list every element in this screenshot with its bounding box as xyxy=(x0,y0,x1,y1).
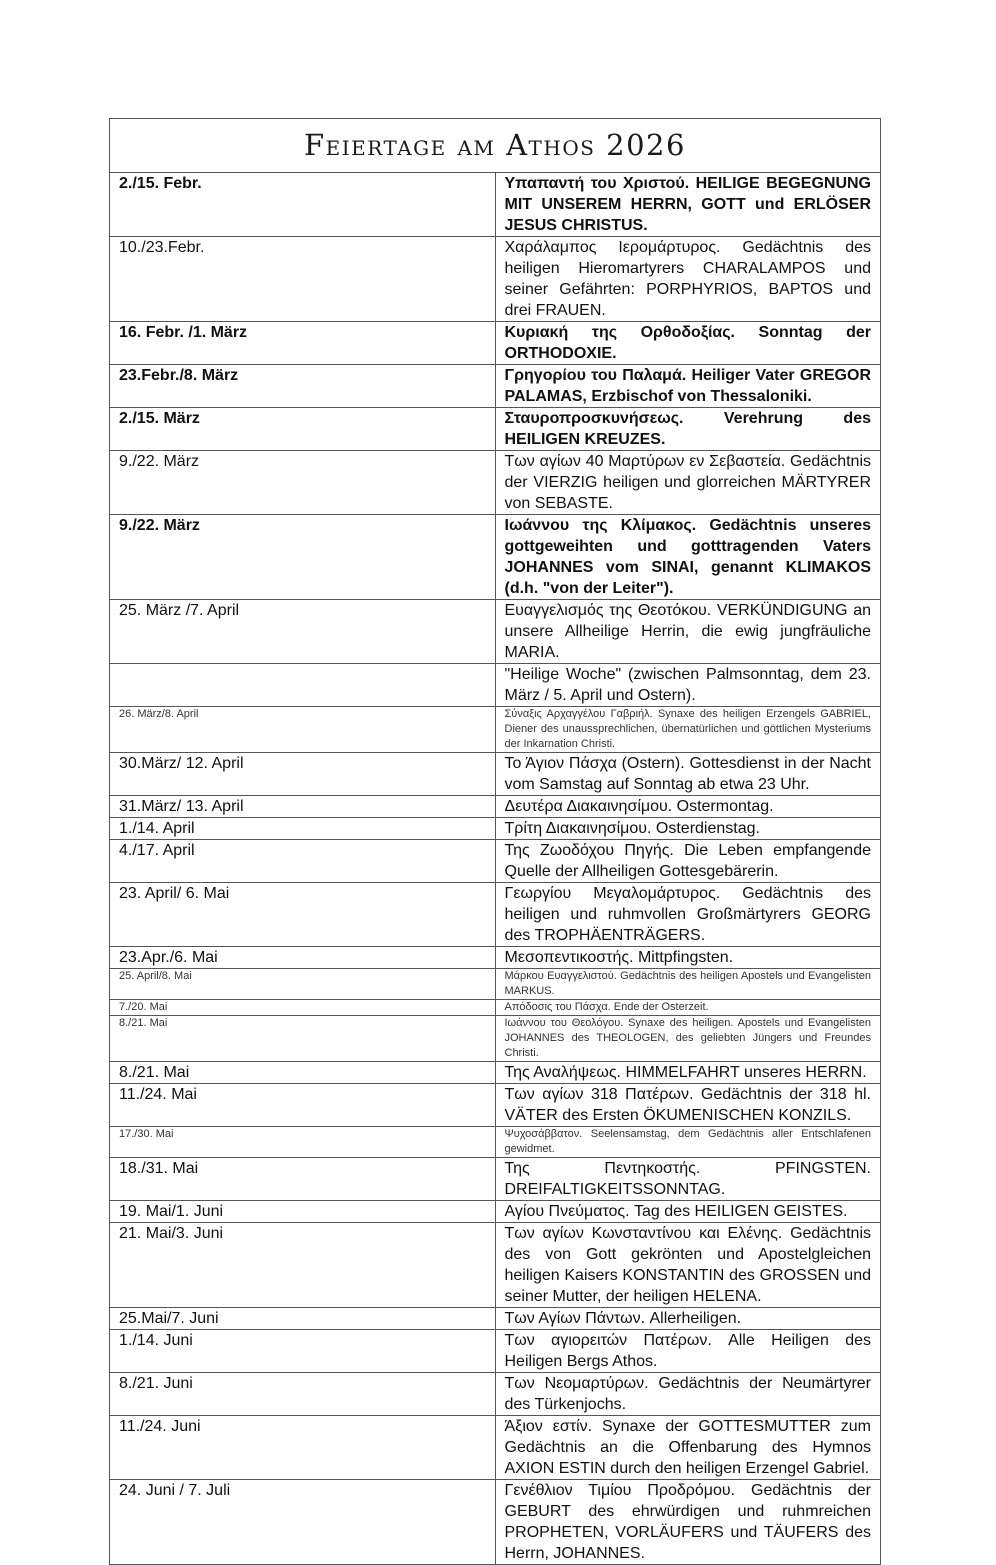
table-row xyxy=(110,1223,881,1308)
feast-description: Της Ζωοδόχου Πηγής. Die Leben empfangende Quelle der Allheiligen Gottesgebärerin. xyxy=(495,840,881,883)
table-row xyxy=(110,451,881,515)
table-row xyxy=(110,796,881,818)
feast-description: Απόδοσις του Πάσχα. Ende der Osterzeit. xyxy=(495,1000,881,1016)
feast-description: Υπαπαντή του Χριστού. HEILIGE BEGEGNUNG MIT UNSEREM HERRN, GOTT und ERLÖSER JESUS CHRISTUS. xyxy=(495,173,881,237)
table-row xyxy=(110,947,881,969)
feast-date: 2./15. März xyxy=(110,408,496,451)
table-row xyxy=(110,1127,881,1158)
feast-description: Γρηγορίου του Παλαμά. Heiliger Vater GREGOR PALAMAS, Erzbischof von Thessaloniki. xyxy=(495,365,881,408)
feast-description: Των Αγίων Πάντων. Allerheiligen. xyxy=(495,1308,881,1330)
table-row xyxy=(110,818,881,840)
table-row xyxy=(110,753,881,796)
feast-date: 23.Febr./8. März xyxy=(110,365,496,408)
feast-description: Γεωργίου Μεγαλομάρτυρος. Gedächtnis des heiligen und ruhmvollen Großmärtyrers GEORG des TROPHÄENTRÄGERS. xyxy=(495,883,881,947)
feast-date: 19. Mai/1. Juni xyxy=(110,1201,496,1223)
feast-description: Σύναξις Αρχαγγέλου Γαβριήλ. Synaxe des heiligen Erzengels GABRIEL, Diener des unaussprechlichen, übernatürlichen und göttlichen Mysteriums der Inkarnation Christi. xyxy=(495,707,881,753)
feast-description: Της Αναλήψεως. HIMMELFAHRT unseres HERRN. xyxy=(495,1062,881,1084)
title-row xyxy=(110,119,881,173)
table-row xyxy=(110,1308,881,1330)
feast-description: Μάρκου Ευαγγελιστού. Gedächtnis des heiligen Apostels und Evangelisten MARKUS. xyxy=(495,969,881,1000)
table-row xyxy=(110,840,881,883)
feast-date: 2./15. Febr. xyxy=(110,173,496,237)
feast-date: 17./30. Mai xyxy=(110,1127,496,1158)
document-title: Feiertage am Athos 2026 xyxy=(110,119,881,173)
feast-description: Των αγίων 318 Πατέρων. Gedächtnis der 318 hl. VÄTER des Ersten ÖKUMENISCHEN KONZILS. xyxy=(495,1084,881,1127)
feast-date: 30.März/ 12. April xyxy=(110,753,496,796)
feast-date: 11./24. Mai xyxy=(110,1084,496,1127)
table-row xyxy=(110,237,881,322)
feast-description: Ιωάννου της Κλίμακος. Gedächtnis unseres gottgeweihten und gotttragenden Vaters JOHANNES vom SINAI, genannt KLIMAKOS (d.h. "von der Leiter"). xyxy=(495,515,881,600)
feast-description: Της Πεντηκοστής. PFINGSTEN. DREIFALTIGKEITSSONNTAG. xyxy=(495,1158,881,1201)
feast-description: Σταυροπροσκυνήσεως. Verehrung des HEILIGEN KREUZES. xyxy=(495,408,881,451)
feast-date: 8./21. Juni xyxy=(110,1373,496,1416)
feast-table-body xyxy=(110,119,881,1565)
feast-description: Των Νεομαρτύρων. Gedächtnis der Neumärtyrer des Türkenjochs. xyxy=(495,1373,881,1416)
feast-date: 25. April/8. Mai xyxy=(110,969,496,1000)
feast-date: 23. April/ 6. Mai xyxy=(110,883,496,947)
table-row xyxy=(110,1158,881,1201)
table-row xyxy=(110,1480,881,1565)
table-row xyxy=(110,1084,881,1127)
feast-date: 1./14. Juni xyxy=(110,1330,496,1373)
feast-description: "Heilige Woche" (zwischen Palmsonntag, dem 23. März / 5. April und Ostern). xyxy=(495,664,881,707)
feast-description: Κυριακή της Ορθοδοξίας. Sonntag der ORTHODOXIE. xyxy=(495,322,881,365)
feast-date xyxy=(110,664,496,707)
feast-table xyxy=(109,118,881,1565)
table-row xyxy=(110,1416,881,1480)
table-row xyxy=(110,600,881,664)
feast-date: 8./21. Mai xyxy=(110,1062,496,1084)
table-row xyxy=(110,365,881,408)
feast-date: 9./22. März xyxy=(110,515,496,600)
feast-date: 7./20. Mai xyxy=(110,1000,496,1016)
table-row xyxy=(110,1000,881,1016)
table-row xyxy=(110,1062,881,1084)
feast-description: Ιωάννου του Θεολόγου. Synaxe des heiligen. Apostels und Evangelisten JOHANNES des THEOLOGEN, des geliebten Jüngers und Freundes Christi. xyxy=(495,1016,881,1062)
feast-date: 26. März/8. April xyxy=(110,707,496,753)
feast-description: Αγίου Πνεύματος. Tag des HEILIGEN GEISTES. xyxy=(495,1201,881,1223)
feast-description: Το Άγιον Πάσχα (Ostern). Gottesdienst in der Nacht vom Samstag auf Sonntag ab etwa 23 Uhr. xyxy=(495,753,881,796)
feast-date: 11./24. Juni xyxy=(110,1416,496,1480)
feast-date: 25.Mai/7. Juni xyxy=(110,1308,496,1330)
table-row xyxy=(110,1373,881,1416)
feast-date: 23.Apr./6. Mai xyxy=(110,947,496,969)
feast-description: Ψυχοσάββατον. Seelensamstag, dem Gedächtnis aller Entschlafenen gewidmet. xyxy=(495,1127,881,1158)
feast-date: 25. März /7. April xyxy=(110,600,496,664)
table-row xyxy=(110,173,881,237)
table-row xyxy=(110,1330,881,1373)
feast-date: 24. Juni / 7. Juli xyxy=(110,1480,496,1565)
feast-date: 8./21. Mai xyxy=(110,1016,496,1062)
feast-description: Γενέθλιον Τιμίου Προδρόμου. Gedächtnis der GEBURT des ehrwürdigen und ruhmreichen PROPHETEN, VORLÄUFERS und TÄUFERS des Herrn, JOHANNES. xyxy=(495,1480,881,1565)
feast-date: 4./17. April xyxy=(110,840,496,883)
table-row xyxy=(110,707,881,753)
feast-description: Των αγιορειτών Πατέρων. Alle Heiligen des Heiligen Bergs Athos. xyxy=(495,1330,881,1373)
table-row xyxy=(110,515,881,600)
feast-date: 31.März/ 13. April xyxy=(110,796,496,818)
feast-description: Τρίτη Διακαινησίμου. Osterdienstag. xyxy=(495,818,881,840)
feast-date: 21. Mai/3. Juni xyxy=(110,1223,496,1308)
feast-date: 1./14. April xyxy=(110,818,496,840)
feast-date: 18./31. Mai xyxy=(110,1158,496,1201)
feast-description: Των αγίων 40 Μαρτύρων εν Σεβαστεία. Gedächtnis der VIERZIG heiligen und glorreichen MÄRTYRER von SEBASTE. xyxy=(495,451,881,515)
feast-description: Μεσοπεντικοστής. Mittpfingsten. xyxy=(495,947,881,969)
table-row xyxy=(110,408,881,451)
feast-date: 10./23.Febr. xyxy=(110,237,496,322)
table-row xyxy=(110,883,881,947)
feast-description: Ευαγγελισμός της Θεοτόκου. VERKÜNDIGUNG an unsere Allheilige Herrin, die ewig jungfräuliche MARIA. xyxy=(495,600,881,664)
table-row xyxy=(110,322,881,365)
feast-description: Δευτέρα Διακαινησίμου. Ostermontag. xyxy=(495,796,881,818)
table-row xyxy=(110,969,881,1000)
feast-date: 9./22. März xyxy=(110,451,496,515)
table-row xyxy=(110,664,881,707)
feast-description: Άξιον εστίν. Synaxe der GOTTESMUTTER zum Gedächtnis an die Offenbarung des Hymnos AXION ESTIN durch den heiligen Erzengel Gabriel. xyxy=(495,1416,881,1480)
feast-description: Των αγίων Κωνσταντίνου και Ελένης. Gedächtnis des von Gott gekrönten und Apostelgleichen heiligen Kaisers KONSTANTIN des GROSSEN und seiner Mutter, der heiligen HELENA. xyxy=(495,1223,881,1308)
feast-date: 16. Febr. /1. März xyxy=(110,322,496,365)
table-row xyxy=(110,1016,881,1062)
feast-description: Χαράλαμπος Ιερομάρτυρος. Gedächtnis des heiligen Hieromartyrers CHARALAMPOS und seiner Gefährten: PORPHYRIOS, BAPTOS und drei FRAUEN. xyxy=(495,237,881,322)
table-row xyxy=(110,1201,881,1223)
